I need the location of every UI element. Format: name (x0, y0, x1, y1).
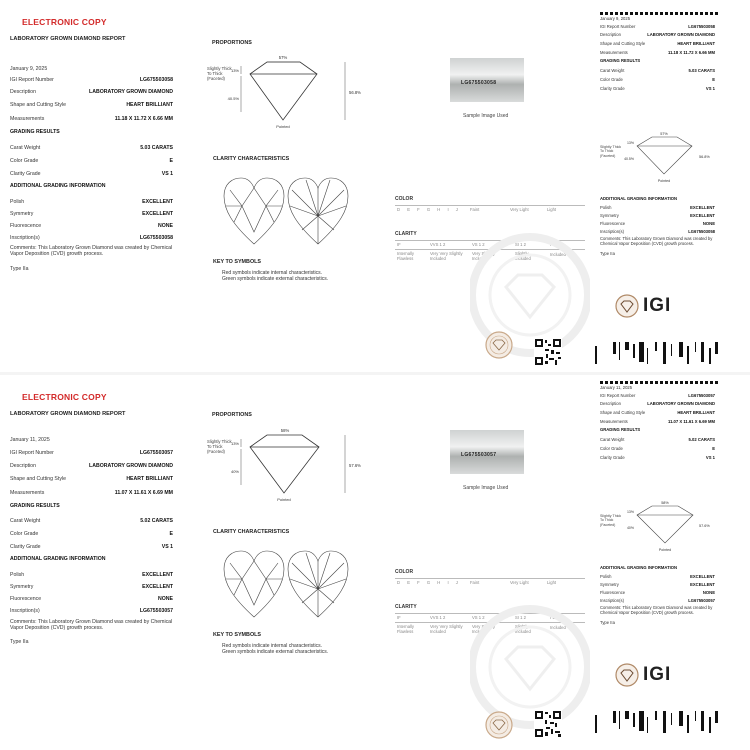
sp-pavilion-percent: 40.5% (624, 157, 634, 161)
sp-polish-value: EXCELLENT (690, 574, 715, 579)
sp-symmetry-value: EXCELLENT (690, 582, 715, 587)
igi-logo-text: IGI (643, 295, 672, 316)
diamond-profile (250, 62, 317, 120)
sp-depth-percent: 56.8% (699, 155, 710, 159)
measurements-value: 11.07 X 11.61 X 6.69 MM (114, 490, 173, 496)
sp-crown-percent: 13% (626, 510, 634, 514)
clarity-word-i: Included (550, 252, 566, 257)
symmetry-label: Symmetry (10, 211, 34, 217)
sp-clarity-label: Clarity Grade (600, 455, 625, 460)
comments-text: Comments: This Laboratory Grown Diamond was created by Chemical Vapor Deposition (CVD) growth process. (10, 619, 173, 632)
proportions-heading: PROPORTIONS (212, 40, 252, 46)
fluorescence-value: NONE (158, 223, 173, 229)
color-scale-letters: D E F G H I J (397, 207, 461, 212)
polish-label: Polish (10, 199, 25, 205)
clarity-grade-vs: VS 1 2 (472, 242, 485, 247)
sp-measurements-label: Measurements (600, 419, 628, 424)
color-scale-letters: D E F G H I J (397, 580, 461, 585)
sp-measurements-value: 11.18 X 11.72 X 6.66 MM (667, 50, 715, 55)
sp-clarity-label: Clarity Grade (600, 86, 625, 91)
sp-symmetry-label: Symmetry (600, 582, 619, 587)
electronic-copy-label: ELECTRONIC COPY (22, 17, 107, 27)
polish-value: EXCELLENT (142, 572, 173, 578)
clarity-grade-vvs: VVS 1 2 (430, 242, 446, 247)
clarity-word-si: Slightly Included (515, 251, 531, 261)
electronic-copy-label: ELECTRONIC COPY (22, 392, 107, 402)
sp-clarity-value: VS 1 (705, 455, 715, 460)
shape-label: Shape and Cutting Style (10, 102, 66, 108)
photo-caption: Sample Image Used (463, 485, 509, 491)
igi-logo-icon (615, 663, 639, 687)
crown-percent: 13% (230, 68, 239, 73)
carat-label: Carat Weight (10, 518, 41, 524)
clarity-grade-vs: VS 1 2 (472, 615, 485, 620)
sp-inscription-value: LG675503057 (688, 598, 715, 603)
color-light: Light (547, 580, 557, 585)
sp-polish-value: EXCELLENT (690, 205, 715, 210)
key-green-text: Green symbols indicate external characteristics. (222, 276, 329, 282)
sp-inscription-label: Inscription(s) (600, 598, 624, 603)
crown-percent: 13% (230, 441, 239, 446)
girdle-label: Slightly Thick To Thick (Faceted) (207, 439, 232, 454)
sp-description-label: Description (600, 32, 621, 37)
clarity-grade-if: IF (397, 615, 401, 620)
polish-value: EXCELLENT (142, 199, 173, 205)
sp-proportion-diagram (597, 130, 719, 188)
heart-crown-view (224, 178, 284, 244)
additional-info-heading: ADDITIONAL GRADING INFORMATION (10, 183, 106, 189)
clarity-word-vs: Very Slightly Included (472, 251, 496, 261)
sp-report-number-label: IGI Report Number (600, 393, 636, 398)
key-to-symbols-heading: KEY TO SYMBOLS (213, 632, 262, 638)
igi-logo-icon (615, 294, 639, 318)
igi-logo-text: IGI (643, 664, 672, 685)
sp-proportion-diagram (597, 499, 719, 557)
color-value: E (169, 531, 173, 537)
symmetry-value: EXCELLENT (142, 584, 173, 590)
sp-girdle: Slightly Thick To Thick (Faceted) (600, 514, 622, 527)
fluorescence-label: Fluorescence (10, 596, 42, 602)
color-value: E (169, 158, 173, 164)
color-very-light: Very Light (510, 207, 529, 212)
sp-description-label: Description (600, 401, 621, 406)
sp-type: Type IIa (600, 251, 615, 256)
carat-label: Carat Weight (10, 145, 41, 151)
sp-measurements-value: 11.07 X 11.61 X 6.69 MM (667, 419, 715, 424)
clarity-grade-vvs: VVS 1 2 (430, 615, 446, 620)
photo-caption: Sample Image Used (463, 113, 509, 119)
report-card (0, 0, 750, 372)
measurements-label: Measurements (10, 490, 45, 496)
sp-culet: Pointed (657, 179, 671, 183)
inscription-label: Inscription(s) (10, 235, 40, 241)
description-label: Description (10, 89, 36, 95)
report-number-label: IGI Report Number (10, 77, 54, 83)
depth-percent: 57.6% (349, 463, 361, 468)
sp-description-value: LABORATORY GROWN DIAMOND (647, 401, 715, 406)
shape-label: Shape and Cutting Style (10, 476, 66, 482)
heart-pavilion-view (288, 178, 348, 244)
sp-color-label: Color Grade (600, 446, 623, 451)
color-faint: Faint (470, 580, 480, 585)
sp-comments: Comments: This Laboratory Grown Diamond was created by Chemical Vapor Deposition (CVD) growth process. (600, 605, 713, 615)
color-scale-line (395, 578, 585, 579)
clarity-grade-if: IF (397, 242, 401, 247)
report-number-value: LG675503058 (139, 77, 173, 83)
color-very-light: Very Light (510, 580, 529, 585)
sp-description-value: LABORATORY GROWN DIAMOND (647, 32, 715, 37)
color-faint: Faint (470, 207, 480, 212)
sp-symmetry-label: Symmetry (600, 213, 619, 218)
sp-inscription-value: LG675503058 (688, 229, 715, 234)
sp-clarity-value: VS 1 (705, 86, 715, 91)
igi-seal-icon (484, 710, 514, 740)
sp-color-value: E (712, 77, 715, 82)
sp-fluorescence-value: NONE (702, 590, 715, 595)
report-title: LABORATORY GROWN DIAMOND REPORT (10, 411, 126, 417)
sp-culet: Pointed (658, 548, 672, 552)
color-scale-line (395, 205, 585, 206)
culet-label: Pointed (276, 124, 290, 129)
table-percent: 58% (280, 428, 290, 433)
report-number-value: LG675503057 (139, 450, 173, 456)
key-red-text: Red symbols indicate internal characteristics. (222, 643, 323, 649)
sp-report-number-value: LG675503058 (688, 24, 715, 29)
sp-comments: Comments: This Laboratory Grown Diamond was created by Chemical Vapor Deposition (CVD) growth process. (600, 236, 713, 246)
inscription-value: LG675503058 (139, 235, 173, 241)
additional-info-heading: ADDITIONAL GRADING INFORMATION (10, 556, 106, 562)
comments-text: Comments: This Laboratory Grown Diamond was created by Chemical Vapor Deposition (CVD) growth process. (10, 245, 173, 258)
proportion-diagram (205, 52, 365, 132)
culet-label: Pointed (277, 497, 291, 502)
carat-value: 5.03 CARATS (140, 145, 173, 151)
clarity-grade-si: SI 1 2 (515, 615, 526, 620)
sp-depth-percent: 57.6% (699, 524, 710, 528)
heart-crown-view (224, 551, 284, 617)
sp-additional-heading: ADDITIONAL GRADING INFORMATION (600, 196, 678, 201)
diamond-photo (450, 430, 524, 474)
carat-value: 5.02 CARATS (140, 518, 173, 524)
sp-carat-label: Carat Weight (600, 68, 625, 73)
sp-report-number-label: IGI Report Number (600, 24, 636, 29)
clarity-grade-i: I 1 2 3 (550, 242, 562, 247)
report-number-label: IGI Report Number (10, 450, 54, 456)
table-percent: 57% (278, 55, 288, 60)
key-red-text: Red symbols indicate internal characteristics. (222, 270, 323, 276)
measurements-label: Measurements (10, 116, 45, 122)
color-scale-label: COLOR (395, 196, 414, 202)
report-date: January 11, 2025 (10, 437, 50, 443)
report-date: January 9, 2025 (10, 66, 48, 72)
clarity-scale-label: CLARITY (395, 604, 417, 610)
symmetry-label: Symmetry (10, 584, 34, 590)
clarity-grade-si: SI 1 2 (515, 242, 526, 247)
clarity-characteristics-heading: CLARITY CHARACTERISTICS (213, 156, 290, 162)
color-scale-label: COLOR (395, 569, 414, 575)
igi-seal-icon (484, 330, 514, 360)
clarity-characteristics-heading: CLARITY CHARACTERISTICS (213, 529, 290, 535)
photo-inscription: LG675503057 (461, 452, 497, 458)
clarity-word-vvs: Very Very Slightly Included (430, 624, 463, 634)
barcode-icon (595, 711, 720, 733)
sp-carat-value: 5.02 CARATS (688, 437, 715, 442)
diamond-photo (450, 58, 524, 102)
grading-results-heading: GRADING RESULTS (10, 503, 60, 509)
grading-results-heading: GRADING RESULTS (10, 129, 60, 135)
inscription-label: Inscription(s) (10, 608, 40, 614)
clarity-label: Clarity Grade (10, 544, 41, 550)
description-value: LABORATORY GROWN DIAMOND (89, 463, 173, 469)
sp-girdle: Slightly Thick To Thick (Faceted) (600, 145, 622, 158)
inscription-value: LG675503057 (139, 608, 173, 614)
fluorescence-value: NONE (158, 596, 173, 602)
sp-shape-label: Shape and Cutting Style (600, 41, 646, 46)
sp-shape-value: HEART BRILLIANT (677, 41, 715, 46)
sp-symmetry-value: EXCELLENT (690, 213, 715, 218)
fluorescence-label: Fluorescence (10, 223, 42, 229)
clarity-word-si: Slightly Included (515, 624, 531, 634)
sp-carat-value: 5.03 CARATS (688, 68, 715, 73)
clarity-word-if: Internally Flawless (397, 624, 414, 634)
photo-inscription: LG675503058 (461, 80, 497, 86)
side-summary-panel (595, 381, 720, 736)
color-light: Light (547, 207, 557, 212)
measurements-value: 11.18 X 11.72 X 6.66 MM (114, 116, 173, 122)
heart-pavilion-view (288, 551, 348, 617)
sp-shape-label: Shape and Cutting Style (600, 410, 646, 415)
clarity-value: VS 1 (161, 544, 173, 550)
sp-carat-label: Carat Weight (600, 437, 625, 442)
clarity-word-i: Included (550, 625, 566, 630)
report-card (0, 375, 750, 747)
top-barcode-strip (600, 381, 718, 384)
report-title: LABORATORY GROWN DIAMOND REPORT (10, 36, 126, 42)
type-text: Type IIa (10, 266, 29, 272)
description-label: Description (10, 463, 36, 469)
key-to-symbols-heading: KEY TO SYMBOLS (213, 259, 262, 265)
clarity-word-vvs: Very Very Slightly Included (430, 251, 463, 261)
sp-pavilion-percent: 40% (626, 526, 634, 530)
sp-fluorescence-value: NONE (702, 221, 715, 226)
clarity-word-vs: Very Slightly Included (472, 624, 496, 634)
girdle-label: Slightly Thick To Thick (Faceted) (207, 66, 232, 81)
sp-date: January 11, 2025 (600, 385, 633, 390)
pavilion-percent: 40% (230, 469, 239, 474)
clarity-plot (222, 176, 350, 248)
symmetry-value: EXCELLENT (142, 211, 173, 217)
sp-color-value: E (712, 446, 715, 451)
type-text: Type IIa (10, 639, 29, 645)
depth-percent: 56.8% (349, 90, 361, 95)
shape-value: HEART BRILLIANT (126, 102, 173, 108)
sp-date: January 9, 2025 (600, 16, 631, 21)
sp-table-percent: 58% (661, 501, 669, 505)
proportions-heading: PROPORTIONS (212, 412, 252, 418)
clarity-plot (222, 549, 350, 621)
clarity-value: VS 1 (161, 171, 173, 177)
sp-inscription-label: Inscription(s) (600, 229, 624, 234)
sp-grading-heading: GRADING RESULTS (600, 58, 641, 63)
sp-fluorescence-label: Fluorescence (600, 221, 626, 226)
barcode-icon (595, 342, 720, 364)
qr-code-icon (534, 338, 562, 366)
color-label: Color Grade (10, 158, 39, 164)
diamond-profile (250, 435, 319, 493)
side-summary-panel (595, 12, 720, 367)
sp-additional-heading: ADDITIONAL GRADING INFORMATION (600, 565, 678, 570)
sp-crown-percent: 13% (626, 141, 634, 145)
sp-type: Type IIa (600, 620, 615, 625)
clarity-scale-label: CLARITY (395, 231, 417, 237)
description-value: LABORATORY GROWN DIAMOND (89, 89, 173, 95)
proportion-diagram (205, 425, 365, 505)
color-label: Color Grade (10, 531, 39, 537)
sp-fluorescence-label: Fluorescence (600, 590, 626, 595)
sp-grading-heading: GRADING RESULTS (600, 427, 641, 432)
sp-color-label: Color Grade (600, 77, 623, 82)
key-green-text: Green symbols indicate external characteristics. (222, 649, 329, 655)
clarity-grade-i: I 1 2 3 (550, 615, 562, 620)
clarity-word-if: Internally Flawless (397, 251, 414, 261)
qr-code-icon (534, 710, 562, 738)
sp-polish-label: Polish (600, 205, 612, 210)
top-barcode-strip (600, 12, 718, 15)
shape-value: HEART BRILLIANT (126, 476, 173, 482)
clarity-label: Clarity Grade (10, 171, 41, 177)
sp-shape-value: HEART BRILLIANT (677, 410, 715, 415)
pavilion-percent: 40.5% (227, 96, 239, 101)
sp-table-percent: 57% (660, 132, 668, 136)
polish-label: Polish (10, 572, 25, 578)
sp-polish-label: Polish (600, 574, 612, 579)
sp-measurements-label: Measurements (600, 50, 628, 55)
sp-report-number-value: LG675503057 (688, 393, 715, 398)
